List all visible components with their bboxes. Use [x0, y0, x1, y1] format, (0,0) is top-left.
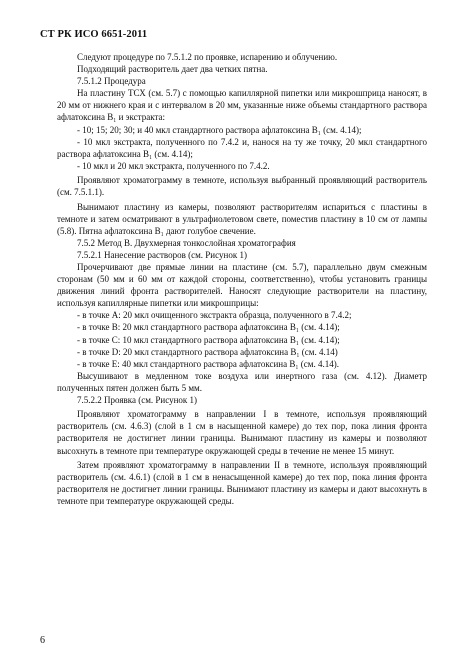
list-item: - 10 мкл экстракта, полученного по 7.4.2 и, нанося на ту же точку, 20 мкл стандартного раствора афлатоксина B₁ (см. 4.14); — [57, 136, 427, 159]
list-item: - 10 мкл и 20 мкл экстракта, полученного по 7.4.2. — [77, 160, 270, 171]
paragraph: Проявляют хроматограмму в темноте, используя выбранный проявляющий растворитель (см. 7.5.1.1). — [57, 175, 427, 198]
list-item: - в точке E: 40 мкл стандартного раствора афлатоксина B₁ (см. 4.14). — [77, 358, 339, 369]
list-item: - в точке D: 20 мкл стандартного раствора афлатоксина B₁ (см. 4.14) — [77, 346, 338, 357]
list-item: - в точке B: 20 мкл стандартного раствора афлатоксина B₁ (см. 4.14); — [77, 322, 340, 333]
section-heading: 7.5.1.2 Процедура — [77, 76, 146, 87]
section-heading: 7.5.2.2 Проявка (см. Рисунок 1) — [77, 395, 198, 405]
document-body — [57, 51, 427, 507]
section-heading: 7.5.2.1 Нанесение растворов (см. Рисунок 1) — [77, 249, 247, 260]
paragraph: Высушивают в медленном токе воздуха или инертного газа (см. 4.12). Диаметр полученных пятен должен быть 5 мм. — [57, 370, 427, 393]
list-item: - в точке C: 10 мкл стандартного раствора афлатоксина B₁ (см. 4.14); — [77, 334, 340, 345]
paragraph: На пластину ТСХ (см. 5.7) с помощью капиллярной пипетки или микрошприца наносят, в 20 мм от нижнего края и с интервалом в 20 мм, указанные ниже объемы стандартного раствора афлатоксина B₁ и экстракта: — [57, 88, 427, 123]
section-heading: 7.5.2 Метод B. Двухмерная тонкослойная хроматография — [77, 237, 296, 248]
page-number: 6 — [40, 635, 45, 646]
document-header: СТ РК ИСО 6651-2011 — [40, 29, 148, 40]
list-item: - 10; 15; 20; 30; и 40 мкл стандартного раствора афлатоксина B₁ (см. 4.14); — [77, 124, 362, 135]
list-item: - в точке А: 20 мкл очищенного экстракта образца, полученного в 7.4.2; — [77, 310, 352, 321]
paragraph: Затем проявляют хроматограмму в направлении II в темноте, используя проявляющий растворитель (см. 4.6.1) (слой в 1 см в ненасыщенной камере) до тех пор, пока линия фронта растворителя не достигнет линии границы. Вынимают пластину из камеры и дают высохнуть в темноте при температуре окружающей среды. — [57, 459, 427, 507]
paragraph: Следуют процедуре по 7.5.1.2 по проявке, испарению и облучению. — [77, 52, 338, 62]
paragraph: Подходящий растворитель дает два четких пятна. — [77, 64, 268, 75]
paragraph: Прочерчивают две прямые линии на пластине (см. 5.7), параллельно двум смежным сторонам (50 мм и 60 мм от каждой стороны, соответственно), чтобы установить границы движения линий фронта растворителей. Наносят следующие растворители на пластину, используя капиллярные пипетки или микрошприцы: — [57, 261, 427, 309]
paragraph: Вынимают пластину из камеры, позволяют растворителям испариться с пластины в темноте и затем осматривают в ультрафиолетовом свете, поместив пластину в 10 см от лампы (5.8). Пятна афлатоксина B₁ дают голубое свечение. — [57, 201, 427, 236]
paragraph: Проявляют хроматограмму в направлении I в темноте, используя проявляющий растворитель (см. 4.6.3) (слой в 1 см в насыщенной камере) до тех пор, пока линия фронта растворителя не достигнет линии границы. Вынимают пластину из камеры и позволяют высохнуть в темноте при температуре окружающей среды в течение не менее 15 минут. — [57, 409, 427, 456]
